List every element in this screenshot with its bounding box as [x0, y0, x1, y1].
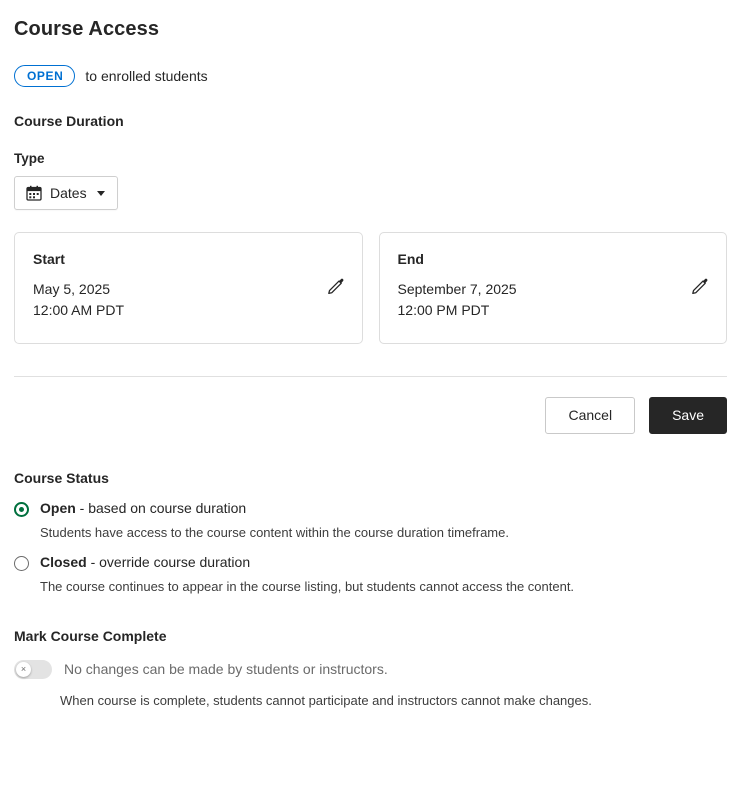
form-actions: [14, 397, 727, 434]
toggle-off-icon: ×: [16, 662, 31, 677]
status-badge: OPEN: [14, 65, 75, 87]
status-open-name: Open: [40, 499, 76, 516]
duration-cards: [14, 232, 727, 344]
start-date-value: May 5, 2025: [33, 281, 111, 297]
mark-complete-heading: Mark Course Complete: [14, 627, 167, 644]
cancel-button[interactable]: Cancel: [545, 397, 635, 434]
pencil-icon: [690, 285, 710, 300]
mark-complete-toggle-text: No changes can be made by students or instructors.: [64, 661, 388, 678]
page-title: Course Access: [14, 18, 160, 40]
edit-end-date-button[interactable]: [690, 277, 710, 297]
edit-start-date-button[interactable]: [326, 277, 346, 297]
pencil-icon: [326, 285, 346, 300]
start-card-title: Start: [33, 251, 65, 267]
start-time-value: 12:00 AM PDT: [33, 302, 125, 318]
status-closed-name: Closed: [40, 553, 87, 570]
course-status-heading: Course Status: [14, 469, 109, 486]
course-duration-heading: Course Duration: [14, 113, 124, 129]
end-time-value: 12:00 PM PDT: [397, 302, 490, 318]
radio-closed-icon[interactable]: [14, 556, 29, 571]
start-date-card: [14, 232, 363, 344]
radio-open-icon[interactable]: [14, 502, 29, 517]
type-label: Type: [14, 151, 45, 166]
end-date-card: [379, 232, 728, 344]
status-open-description: Students have access to the course content within the course duration timeframe.: [40, 524, 509, 540]
course-access-status-row: [14, 65, 727, 87]
section-divider: [14, 376, 727, 377]
status-option-open[interactable]: [14, 500, 727, 517]
end-card-title: End: [397, 251, 424, 267]
mark-course-complete-section: [14, 628, 727, 708]
mark-complete-description: When course is complete, students cannot participate and instructors cannot make changes.: [60, 692, 592, 708]
status-closed-suffix: - override course duration: [86, 553, 251, 570]
calendar-icon: [26, 185, 42, 201]
course-status-section: [14, 470, 727, 594]
access-status-text: to enrolled students: [85, 68, 208, 84]
status-closed-description: The course continues to appear in the course listing, but students cannot access the content.: [40, 578, 575, 594]
mark-complete-toggle[interactable]: [14, 660, 52, 679]
status-option-closed[interactable]: [14, 554, 727, 571]
caret-down-icon: [97, 191, 105, 196]
duration-type-value: Dates: [50, 185, 87, 201]
end-date-value: September 7, 2025: [397, 281, 517, 297]
status-open-label: [40, 500, 246, 516]
status-open-suffix: - based on course duration: [75, 499, 247, 516]
duration-type-dropdown[interactable]: [14, 176, 118, 210]
mark-complete-toggle-row: [14, 660, 727, 679]
status-closed-label: [40, 554, 250, 570]
save-button[interactable]: Save: [649, 397, 727, 434]
